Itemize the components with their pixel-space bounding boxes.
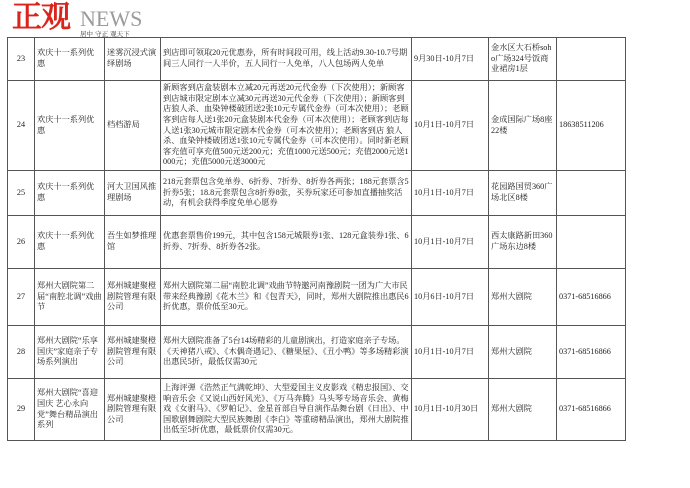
- activity-name: 郑州大剧院“乐享国庆”家庭亲子专场系列演出: [35, 326, 105, 379]
- promotion-content: 上海评弹《浩然正气满乾坤》、大型爱国主义皮影戏《精忠报国》、交响音乐会《又说山西好风光》、《万马奔腾》马头琴专场音乐会、黄梅戏《女驸马》、《罗帕记》、金星首部自导自演作品舞台剧《日出》、中国歌剧舞剧院大型民族舞剧《李白》等重磅精品演出，郑州大剧院推出低至5折优惠，最低票价仅需30元。: [161, 379, 412, 441]
- promotion-content: 新顾客到店盒装剧本立减20元再送20元代金券（下次使用）；新顾客到店城市限定剧本立减30元再送30元代金券（下次使用）；新顾客到店狼人杀、血染钟楼破团送2张10元专属代金券（可本次使用）；老顾客到店每人送1张20元盒装剧本代金券（可本次使用）；老顾客到店每人送1张30元城市限定剧本代金券（可本次使用）；老顾客到店 狼人杀、血染钟楼破团送1张10元专属代金券（可本次使用）。同时新老顾客充值可享充值500元送200元；充值1000元送500元；充值2000元送1000元；充值5000元送3000元: [161, 81, 412, 171]
- row-number: 27: [8, 269, 35, 326]
- location: 郑州大剧院: [489, 269, 557, 326]
- promotion-table: [7, 37, 626, 441]
- location: 郑州大剧院: [489, 326, 557, 379]
- time-range: 9月30日-10月7日: [412, 38, 489, 81]
- activity-name: 欢庆十一系列优惠: [35, 38, 105, 81]
- activity-name: 欢庆十一系列优惠: [35, 81, 105, 171]
- table-row: [8, 171, 626, 216]
- row-number: 24: [8, 81, 35, 171]
- time-range: 10月1日-10月7日: [412, 171, 489, 216]
- phone: 0371-68516866: [557, 326, 626, 379]
- location: 西太康路新田360广场东边8楼: [489, 216, 557, 269]
- news-logo: [12, 2, 152, 37]
- activity-name: 郑州大剧院第二届“南腔北调”戏曲节: [35, 269, 105, 326]
- activity-name: 欢庆十一系列优惠: [35, 171, 105, 216]
- time-range: 10月1日-10月7日: [412, 326, 489, 379]
- table-row: [8, 326, 626, 379]
- phone: 18638511206: [557, 81, 626, 171]
- promotion-table-container: [7, 37, 625, 441]
- promotion-content: 郑州大剧院第二届“南腔北调”戏曲节特邀河南豫剧院一团为广大市民带来经典豫剧《花木兰》和《包青天》，同时，郑州大剧院推出惠民6折优惠，票价低至30元。: [161, 269, 412, 326]
- promotion-content: 优惠套票售价199元，其中包含158元城限券1张、128元盒装券1张、6折券、7折券、8折券各2张。: [161, 216, 412, 269]
- organizer: 郑州城建聚橙剧院管理有限公司: [105, 326, 161, 379]
- promotion-content: 到店即可领取20元优惠券，所有时间段可用，线上活动9.30-10.7号期间三人同行一人半价，五人同行一人免单，八人包场两人免单: [161, 38, 412, 81]
- time-range: 10月6日-10月7日: [412, 269, 489, 326]
- table-row: [8, 379, 626, 441]
- phone: [557, 38, 626, 81]
- organizer: 郑州城建聚橙剧院管理有限公司: [105, 269, 161, 326]
- table-row: [8, 81, 626, 171]
- row-number: 26: [8, 216, 35, 269]
- table-row: [8, 269, 626, 326]
- organizer: 迷雾沉浸式演绎剧场: [105, 38, 161, 81]
- promotion-content: 郑州大剧院准备了5台14场精彩的儿童剧演出，打造家庭亲子专场。《天神猪八戒》、《木偶奇遇记》、《糖果屋》、《丑小鸭》等多场精彩演出惠民5折，最低仅需30元: [161, 326, 412, 379]
- time-range: 10月1日-10月7日: [412, 81, 489, 171]
- organizer: 郑州城建聚橙剧院管理有限公司: [105, 379, 161, 441]
- row-number: 25: [8, 171, 35, 216]
- row-number: 29: [8, 379, 35, 441]
- logo-english-text: NEWS: [80, 6, 143, 31]
- table-row: [8, 216, 626, 269]
- location: 金水区大石桥soho广场324号饭商业裙房1层: [489, 38, 557, 81]
- phone: 0371-68516866: [557, 379, 626, 441]
- organizer: 河大卫国风推理剧场: [105, 171, 161, 216]
- location: 金成国际广场8座22楼: [489, 81, 557, 171]
- logo-chinese-text: 正观: [12, 0, 70, 35]
- activity-name: 郑州大剧院“喜迎国庆 艺心永向党”舞台精品演出系列: [35, 379, 105, 441]
- time-range: 10月1日-10月30日: [412, 379, 489, 441]
- organizer: 吾生如梦推理馆: [105, 216, 161, 269]
- phone: [557, 171, 626, 216]
- logo-slogan: 居中 守正 观天下: [80, 30, 130, 38]
- row-number: 23: [8, 38, 35, 81]
- organizer: 档档游局: [105, 81, 161, 171]
- row-number: 28: [8, 326, 35, 379]
- time-range: 10月1日-10月7日: [412, 216, 489, 269]
- location: 郑州大剧院: [489, 379, 557, 441]
- phone: 0371-68516866: [557, 269, 626, 326]
- activity-name: 欢庆十一系列优惠: [35, 216, 105, 269]
- location: 花园路国贸360广场北区8楼: [489, 171, 557, 216]
- phone: [557, 216, 626, 269]
- table-row: [8, 38, 626, 81]
- promotion-content: 218元套票包含免单券、6折券、7折券、8折券各两张；188元套票含5折券5张；18.8元套票包含8折券8张，买券玩家还可参加直播抽奖活动，有机会获得季度免单心愿券: [161, 171, 412, 216]
